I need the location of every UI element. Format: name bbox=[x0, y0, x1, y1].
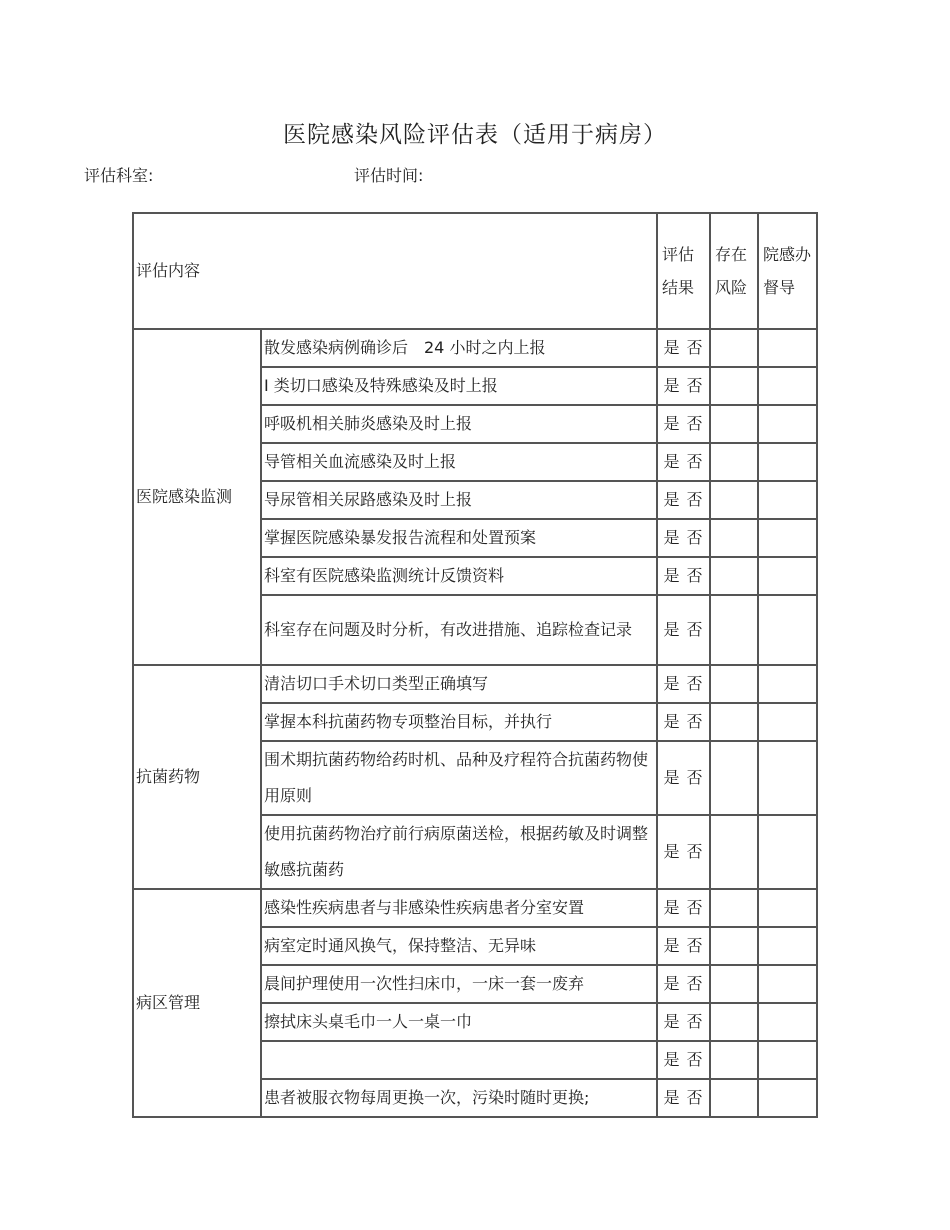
header-content: 评估内容 bbox=[133, 213, 657, 329]
item-text: 科室有医院感染监测统计反馈资料 bbox=[261, 557, 657, 595]
risk-cell[interactable] bbox=[710, 1079, 758, 1117]
risk-assessment-table bbox=[132, 212, 818, 1118]
supervision-cell[interactable] bbox=[758, 1079, 817, 1117]
assessment-time-label: 评估时间: bbox=[354, 166, 424, 185]
item-text: 导尿管相关尿路感染及时上报 bbox=[261, 481, 657, 519]
supervision-cell[interactable] bbox=[758, 557, 817, 595]
result-options[interactable]: 是 否 bbox=[657, 481, 710, 519]
item-text: 病室定时通风换气，保持整洁、无异味 bbox=[261, 927, 657, 965]
table-header-row bbox=[133, 213, 817, 329]
item-text: 呼吸机相关肺炎感染及时上报 bbox=[261, 405, 657, 443]
category-cell: 病区管理 bbox=[133, 889, 261, 1117]
item-text: 围术期抗菌药物给药时机、品种及疗程符合抗菌药物使用原则 bbox=[261, 741, 657, 815]
risk-cell[interactable] bbox=[710, 595, 758, 665]
result-options[interactable]: 是 否 bbox=[657, 1041, 710, 1079]
risk-cell[interactable] bbox=[710, 665, 758, 703]
supervision-cell[interactable] bbox=[758, 665, 817, 703]
supervision-cell[interactable] bbox=[758, 405, 817, 443]
result-options[interactable]: 是 否 bbox=[657, 927, 710, 965]
item-text: 清洁切口手术切口类型正确填写 bbox=[261, 665, 657, 703]
risk-cell[interactable] bbox=[710, 443, 758, 481]
supervision-cell[interactable] bbox=[758, 741, 817, 815]
form-title: 医院感染风险评估表（适用于病房） bbox=[283, 122, 667, 148]
risk-cell[interactable] bbox=[710, 329, 758, 367]
item-text: Ⅰ 类切口感染及特殊感染及时上报 bbox=[261, 367, 657, 405]
result-options[interactable]: 是 否 bbox=[657, 889, 710, 927]
result-options[interactable]: 是 否 bbox=[657, 741, 710, 815]
category-cell: 医院感染监测 bbox=[133, 329, 261, 665]
risk-cell[interactable] bbox=[710, 367, 758, 405]
item-text: 掌握医院感染暴发报告流程和处置预案 bbox=[261, 519, 657, 557]
result-options[interactable]: 是 否 bbox=[657, 443, 710, 481]
result-options[interactable]: 是 否 bbox=[657, 1003, 710, 1041]
supervision-cell[interactable] bbox=[758, 927, 817, 965]
item-text: 掌握本科抗菌药物专项整治目标，并执行 bbox=[261, 703, 657, 741]
supervision-cell[interactable] bbox=[758, 443, 817, 481]
supervision-cell[interactable] bbox=[758, 703, 817, 741]
supervision-cell[interactable] bbox=[758, 1041, 817, 1079]
risk-cell[interactable] bbox=[710, 927, 758, 965]
assessment-department-label: 评估科室: bbox=[84, 166, 154, 185]
result-options[interactable]: 是 否 bbox=[657, 1079, 710, 1117]
supervision-cell[interactable] bbox=[758, 595, 817, 665]
result-options[interactable]: 是 否 bbox=[657, 665, 710, 703]
risk-cell[interactable] bbox=[710, 1041, 758, 1079]
item-text: 科室存在问题及时分析，有改进措施、追踪检查记录 bbox=[261, 595, 657, 665]
result-options[interactable]: 是 否 bbox=[657, 519, 710, 557]
header-result: 评估结果 bbox=[657, 213, 710, 329]
risk-cell[interactable] bbox=[710, 741, 758, 815]
item-text: 擦拭床头桌毛巾一人一桌一巾 bbox=[261, 1003, 657, 1041]
result-options[interactable]: 是 否 bbox=[657, 815, 710, 889]
header-supervision: 院感办督导 bbox=[758, 213, 817, 329]
supervision-cell[interactable] bbox=[758, 329, 817, 367]
result-options[interactable]: 是 否 bbox=[657, 329, 710, 367]
item-text: 晨间护理使用一次性扫床巾，一床一套一废弃 bbox=[261, 965, 657, 1003]
risk-cell[interactable] bbox=[710, 889, 758, 927]
result-options[interactable]: 是 否 bbox=[657, 405, 710, 443]
risk-cell[interactable] bbox=[710, 519, 758, 557]
supervision-cell[interactable] bbox=[758, 889, 817, 927]
supervision-cell[interactable] bbox=[758, 519, 817, 557]
table-row bbox=[133, 665, 817, 703]
table-row bbox=[133, 889, 817, 927]
category-cell: 抗菌药物 bbox=[133, 665, 261, 889]
risk-cell[interactable] bbox=[710, 1003, 758, 1041]
supervision-cell[interactable] bbox=[758, 367, 817, 405]
result-options[interactable]: 是 否 bbox=[657, 557, 710, 595]
item-text bbox=[261, 1041, 657, 1079]
result-options[interactable]: 是 否 bbox=[657, 595, 710, 665]
supervision-cell[interactable] bbox=[758, 1003, 817, 1041]
table-row bbox=[133, 329, 817, 367]
item-text: 导管相关血流感染及时上报 bbox=[261, 443, 657, 481]
risk-cell[interactable] bbox=[710, 965, 758, 1003]
risk-cell[interactable] bbox=[710, 557, 758, 595]
result-options[interactable]: 是 否 bbox=[657, 703, 710, 741]
header-risk: 存在风险 bbox=[710, 213, 758, 329]
risk-cell[interactable] bbox=[710, 481, 758, 519]
item-text: 患者被服衣物每周更换一次，污染时随时更换; bbox=[261, 1079, 657, 1117]
item-text: 散发感染病例确诊后 24 小时之内上报 bbox=[261, 329, 657, 367]
result-options[interactable]: 是 否 bbox=[657, 367, 710, 405]
item-text: 感染性疾病患者与非感染性疾病患者分室安置 bbox=[261, 889, 657, 927]
supervision-cell[interactable] bbox=[758, 481, 817, 519]
result-options[interactable]: 是 否 bbox=[657, 965, 710, 1003]
item-text: 使用抗菌药物治疗前行病原菌送检，根据药敏及时调整敏感抗菌药 bbox=[261, 815, 657, 889]
risk-cell[interactable] bbox=[710, 815, 758, 889]
supervision-cell[interactable] bbox=[758, 965, 817, 1003]
risk-cell[interactable] bbox=[710, 703, 758, 741]
risk-cell[interactable] bbox=[710, 405, 758, 443]
supervision-cell[interactable] bbox=[758, 815, 817, 889]
